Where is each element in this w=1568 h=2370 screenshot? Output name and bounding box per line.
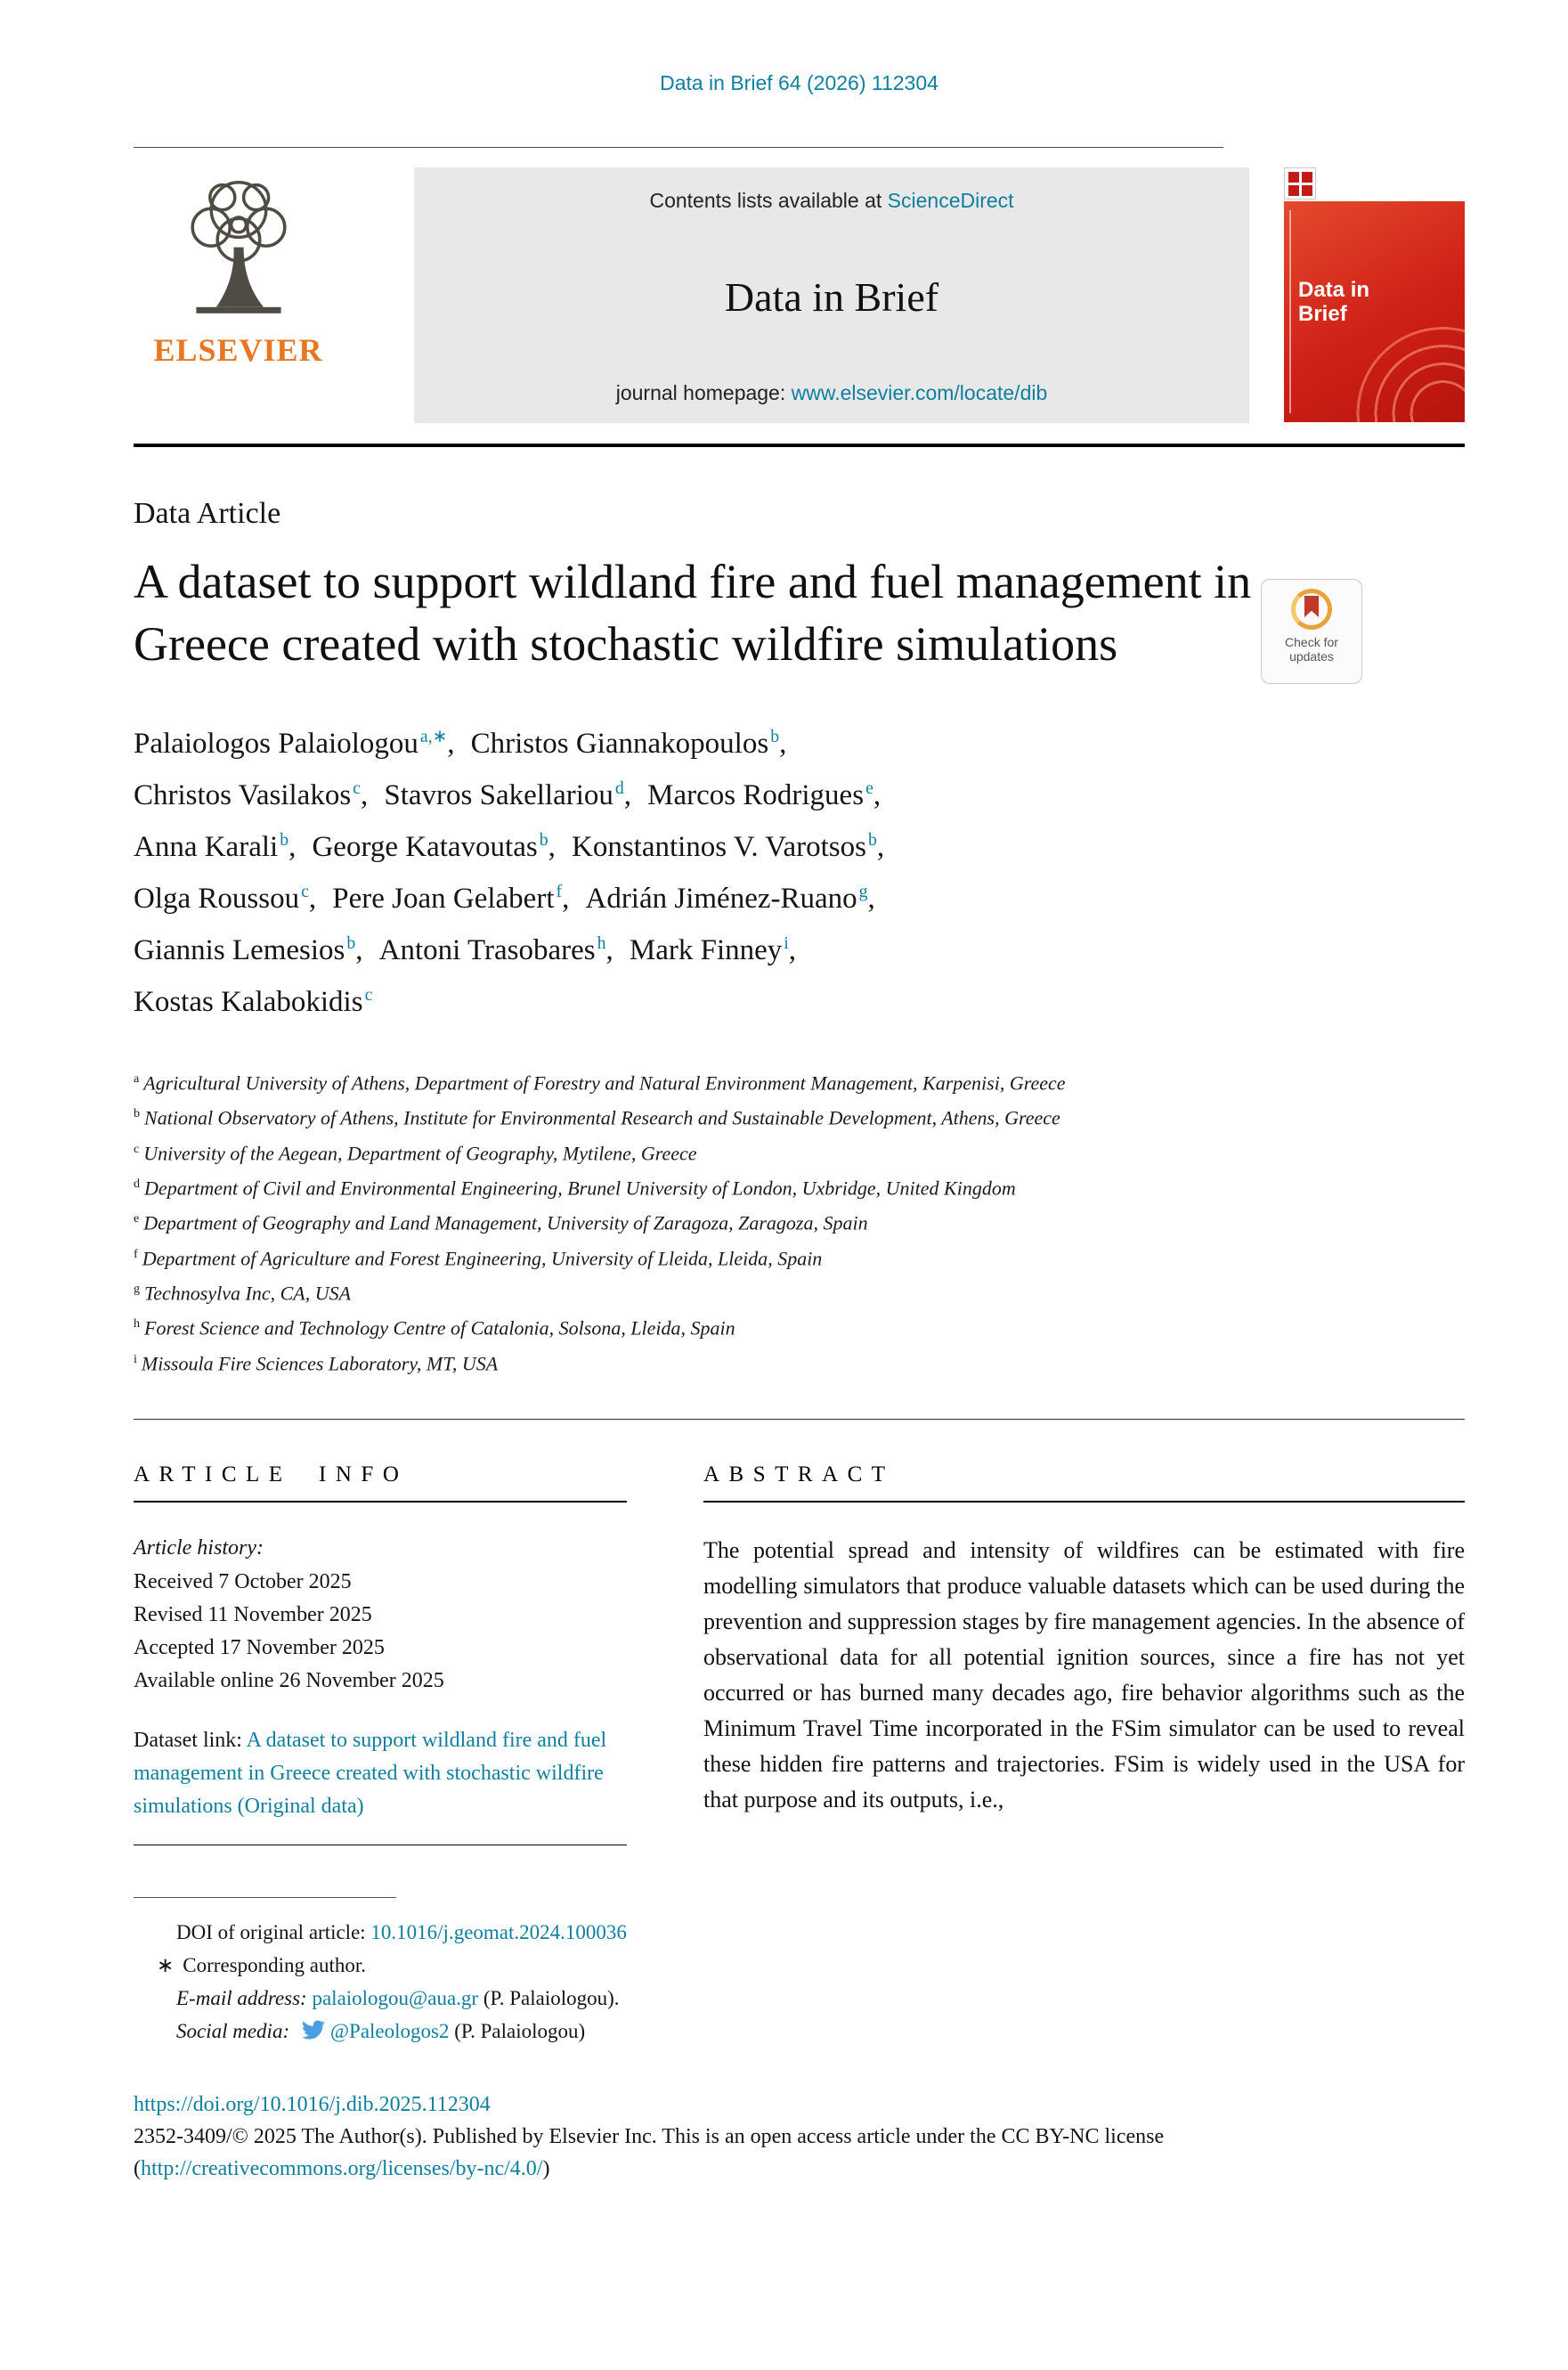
author	[312, 831, 555, 863]
author-name: Marcos Rodrigues	[647, 779, 865, 811]
author-list	[134, 714, 1465, 1024]
article-info-heading: ARTICLE INFO	[134, 1462, 409, 1486]
twitter-bird-icon	[302, 2018, 325, 2041]
author	[134, 934, 363, 966]
abstract-rule	[703, 1501, 1465, 1503]
journal-citation: Data in Brief 64 (2026) 112304	[660, 71, 938, 94]
author-separator: ,	[447, 728, 455, 760]
footnote-rule	[134, 1897, 396, 1898]
author-line	[134, 973, 1465, 1024]
author-separator: ,	[876, 831, 885, 863]
affiliation	[134, 1308, 1465, 1343]
affiliation-text: Missoula Fire Sciences Laboratory, MT, USA	[141, 1351, 499, 1374]
dataset-link-label: Dataset link:	[134, 1728, 247, 1752]
affiliation	[134, 1274, 1465, 1308]
affiliation-letter: g	[134, 1281, 141, 1296]
author-name: Palaiologos Palaiologou	[134, 728, 418, 760]
article-info-column	[134, 1462, 627, 1845]
elsevier-logo	[134, 167, 343, 423]
license-suffix: )	[542, 2156, 550, 2180]
affiliation-letter: e	[134, 1211, 140, 1226]
author	[572, 831, 884, 863]
author-affil-ref[interactable]: b	[539, 830, 548, 850]
author-name: Stavros Sakellariou	[384, 779, 613, 811]
author-separator: ,	[788, 934, 797, 966]
article-title: A dataset to support wildland fire and fuel management in Greece created with stochastic wildfire simulations	[134, 555, 1252, 671]
email-label: E-mail address:	[176, 1986, 313, 2009]
author-name: Giannis Lemesios	[134, 934, 345, 966]
affiliation	[134, 1169, 1465, 1203]
author-separator: ,	[779, 728, 787, 760]
abstract-text: The potential spread and intensity of wildfires can be estimated with fire modelling simulators that produce valuable datasets which can be used during the prevention and suppression stages by fire management agencies. In the absence of observational data for all potential ignition sources, since a fire has not yet occurred or has burned many decades ago, fire behavior algorithms such as the Minimum Travel Time incorporated in the FSim simulator can be used to reveal these hidden fire patterns and trajectories. FSim is widely used in the USA for that purpose and its outputs, i.e.,	[703, 1536, 1465, 1812]
author-affil-ref[interactable]: c	[364, 985, 373, 1005]
affiliation-letter: h	[134, 1316, 141, 1332]
social-suffix: (P. Palaiologou)	[449, 2019, 586, 2042]
homepage-link[interactable]: www.elsevier.com/locate/dib	[791, 381, 1048, 404]
affiliation-text: Technosylva Inc, CA, USA	[144, 1282, 352, 1305]
social-media-line	[134, 2015, 1465, 2048]
author-line	[134, 766, 1465, 818]
masthead-banner	[414, 167, 1249, 423]
email-link[interactable]: palaiologou@aua.gr	[312, 1986, 479, 2009]
author-affil-ref[interactable]: i	[784, 933, 789, 953]
info-abstract-section	[134, 1462, 1465, 1845]
affiliation-text: Agricultural University of Athens, Department of Forestry and Natural Environment Management, Karpenisi, Greece	[143, 1071, 1066, 1095]
affiliation	[134, 1203, 1465, 1238]
dataset-link[interactable]: A dataset to support wildland fire and fuel management in Greece created with stochastic wildfire simulations (Original data)	[134, 1728, 607, 1818]
corresponding-author-line	[134, 1949, 1465, 1982]
affiliation-text: Department of Geography and Land Management, University of Zaragoza, Zaragoza, Spain	[143, 1211, 868, 1234]
abstract-column	[703, 1462, 1465, 1845]
journal-cover-column	[1284, 167, 1465, 423]
author-affil-ref[interactable]: b	[280, 830, 289, 850]
elsevier-wordmark: ELSEVIER	[153, 332, 323, 368]
article-type-label: Data Article	[134, 497, 281, 530]
author-line	[134, 869, 1465, 921]
author-line	[134, 714, 1465, 766]
author-affil-ref[interactable]: g	[858, 882, 868, 901]
journal-cover-image	[1284, 201, 1465, 422]
original-doi-label: DOI of original article:	[176, 1920, 371, 1943]
affiliation-text: Department of Civil and Environmental Engineering, Brunel University of London, Uxbridge, United Kingdom	[144, 1177, 1016, 1200]
affiliation-text: Forest Science and Technology Centre of Catalonia, Solsona, Lleida, Spain	[144, 1316, 735, 1340]
affiliation-letter: b	[134, 1106, 141, 1121]
email-line	[134, 1982, 1465, 2015]
history-item: Received 7 October 2025	[134, 1569, 352, 1593]
history-item: Available online 26 November 2025	[134, 1668, 444, 1692]
author-name: Adrián Jiménez-Ruano	[585, 883, 857, 915]
elsevier-tree-icon	[164, 167, 313, 330]
article-info-rule	[134, 1501, 627, 1503]
author-affil-ref[interactable]: b	[770, 727, 780, 746]
author-affil-ref[interactable]: f	[556, 882, 563, 901]
author-name: Konstantinos V. Varotsos	[571, 831, 866, 863]
cover-mini-logo-icon	[1284, 167, 1316, 200]
author-name: Antoni Trasobares	[378, 934, 596, 966]
masthead-rule	[134, 444, 1465, 447]
affiliation-letter: i	[134, 1351, 137, 1366]
author	[332, 883, 569, 915]
check-for-updates-badge[interactable]	[1261, 579, 1362, 684]
author	[134, 779, 368, 811]
author-separator: ,	[288, 831, 297, 863]
article-history-list	[134, 1566, 627, 1698]
social-handle-link[interactable]: @Paleologos2	[329, 2019, 450, 2042]
author-separator: ,	[623, 779, 632, 811]
author	[384, 779, 631, 811]
corresponding-author-marker: ∗	[157, 1953, 175, 1976]
author-separator: ,	[355, 934, 363, 966]
email-suffix: (P. Palaiologou).	[478, 1986, 620, 2009]
author	[647, 779, 881, 811]
author-name: Mark Finney	[629, 934, 783, 966]
abstract-heading: ABSTRACT	[703, 1462, 895, 1486]
author-affil-ref[interactable]: c	[301, 882, 309, 901]
author-line	[134, 818, 1465, 869]
author-separator: ,	[605, 934, 613, 966]
author-affil-ref[interactable]: a,∗	[419, 727, 448, 746]
footnotes	[134, 1916, 1465, 2048]
author-separator: ,	[548, 831, 556, 863]
sciencedirect-link[interactable]: ScienceDirect	[887, 189, 1014, 212]
top-rule	[134, 147, 1223, 148]
author-name: Kostas Kalabokidis	[134, 986, 363, 1018]
author-affil-ref[interactable]: c	[353, 778, 361, 798]
copyright-block	[134, 2089, 1465, 2185]
rights-line: 2352-3409/© 2025 The Author(s). Published by Elsevier Inc. This is an open access article under the CC BY-NC license	[134, 2124, 1165, 2148]
affiliation-letter: f	[134, 1246, 138, 1261]
author-name: Pere Joan Gelabert	[332, 883, 555, 915]
author	[630, 934, 796, 966]
author	[585, 883, 874, 915]
author-separator: ,	[360, 779, 369, 811]
author-affil-ref[interactable]: b	[867, 830, 877, 850]
journal-masthead	[134, 167, 1465, 423]
original-doi-link[interactable]: 10.1016/j.geomat.2024.100036	[370, 1920, 627, 1943]
check-for-updates-label: Check for updates	[1285, 635, 1338, 664]
author-name: Olga Roussou	[134, 883, 300, 915]
social-media-label: Social media:	[176, 2019, 295, 2042]
license-prefix: (	[134, 2156, 141, 2180]
article-doi-link[interactable]: https://doi.org/10.1016/j.dib.2025.112304	[134, 2092, 491, 2116]
affiliation-text: University of the Aegean, Department of Geography, Mytilene, Greece	[143, 1141, 697, 1164]
affiliation	[134, 1239, 1465, 1274]
author	[134, 883, 316, 915]
author	[379, 934, 613, 966]
author-name: Anna Karali	[134, 831, 279, 863]
author-line	[134, 921, 1465, 973]
affiliation-letter: c	[134, 1141, 140, 1156]
history-item: Accepted 17 November 2025	[134, 1635, 385, 1659]
cover-title: Data in Brief	[1298, 278, 1370, 326]
author	[471, 728, 787, 760]
crossmark-logo-icon	[1291, 589, 1332, 630]
license-line	[134, 2153, 1465, 2185]
cover-spine-strip	[1289, 210, 1291, 413]
author-name: Christos Giannakopoulos	[470, 728, 769, 760]
license-link[interactable]: http://creativecommons.org/licenses/by-nc/4.0/	[141, 2156, 543, 2180]
corresponding-author-text: Corresponding author.	[183, 1953, 366, 1976]
author	[134, 728, 454, 760]
affiliation	[134, 1344, 1465, 1379]
author-affil-ref[interactable]: e	[865, 778, 873, 798]
contents-line	[423, 189, 1240, 213]
author-name: George Katavoutas	[312, 831, 538, 863]
article-history-label: Article history:	[134, 1535, 264, 1560]
author	[134, 831, 296, 863]
homepage-line	[423, 381, 1240, 405]
author-name: Christos Vasilakos	[134, 779, 352, 811]
affiliation-text: National Observatory of Athens, Institute for Environmental Research and Sustainable Development, Athens, Greece	[144, 1106, 1060, 1129]
author-separator: ,	[873, 779, 881, 811]
author-affil-ref[interactable]: d	[614, 778, 624, 798]
affiliation	[134, 1098, 1465, 1133]
author-affil-ref[interactable]: b	[346, 933, 356, 953]
history-item: Revised 11 November 2025	[134, 1602, 372, 1626]
original-doi-line	[134, 1916, 1465, 1949]
dataset-link-block	[134, 1724, 627, 1823]
homepage-prefix: journal homepage:	[615, 381, 792, 404]
affiliation-list	[134, 1063, 1465, 1379]
section-divider-rule	[134, 1419, 1465, 1420]
author-separator: ,	[308, 883, 317, 915]
affiliation-text: Department of Agriculture and Forest Engineering, University of Lleida, Lleida, Spain	[142, 1246, 823, 1269]
journal-name: Data in Brief	[724, 274, 939, 320]
author	[134, 986, 372, 1018]
author-separator: ,	[562, 883, 570, 915]
affiliation	[134, 1063, 1465, 1098]
author-separator: ,	[867, 883, 875, 915]
affiliation-letter: d	[134, 1176, 141, 1191]
affiliation-letter: a	[134, 1071, 140, 1086]
contents-prefix: Contents lists available at	[649, 189, 888, 212]
author-affil-ref[interactable]: h	[597, 933, 606, 953]
affiliation	[134, 1134, 1465, 1169]
